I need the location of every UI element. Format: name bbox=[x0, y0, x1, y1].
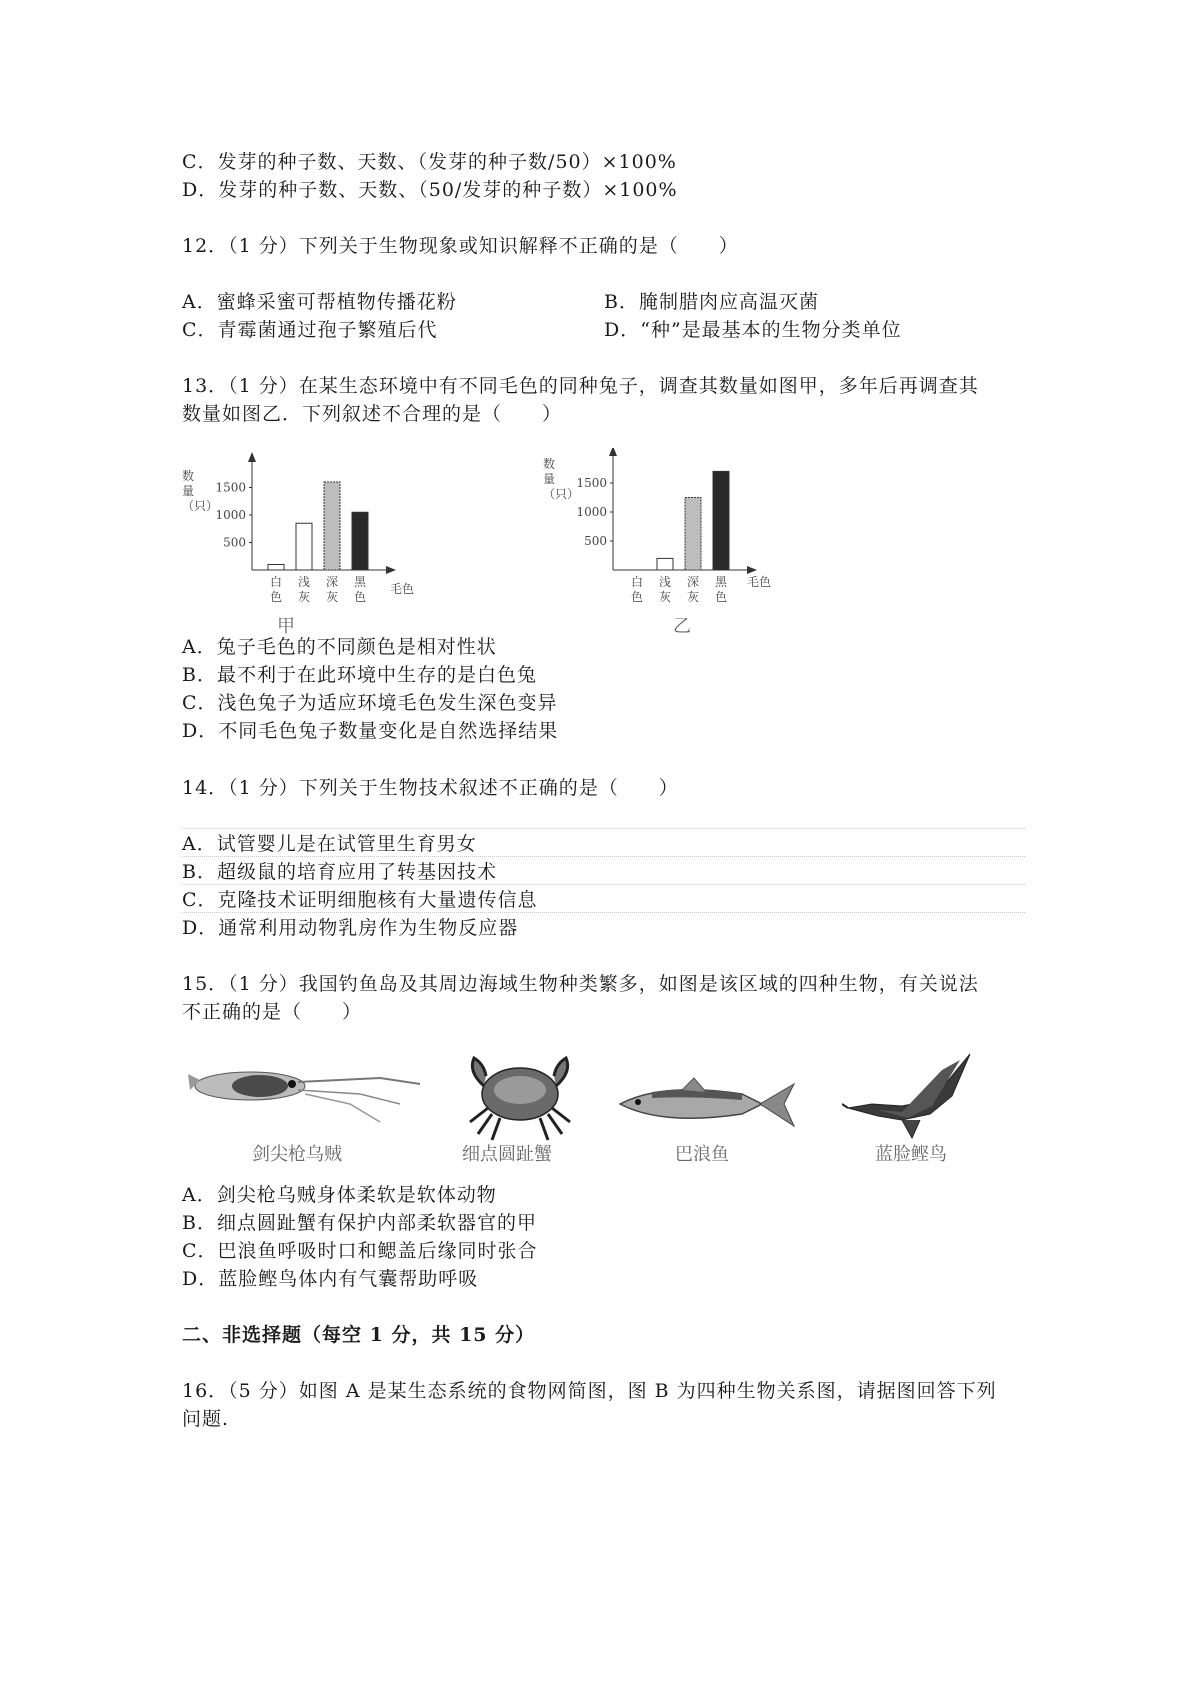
category-label: 灰 bbox=[686, 590, 700, 604]
category-label: 灰 bbox=[658, 590, 672, 604]
y-tick-label: 1500 bbox=[576, 476, 607, 490]
q14-dotted-rule bbox=[182, 828, 1025, 829]
chart-yi-xlabel: 毛色 bbox=[747, 575, 772, 589]
q11-option-d: D．发芽的种子数、天数、（50/发芽的种子数）×100% bbox=[182, 179, 678, 201]
chart-yi-x-arrow bbox=[747, 566, 757, 574]
y-tick-label: 500 bbox=[223, 535, 246, 550]
q12-option-c: C．青霉菌通过孢子繁殖后代 bbox=[182, 319, 438, 341]
chart-yi-ylabel-3: （只） bbox=[543, 487, 580, 501]
chart-yi-bars bbox=[657, 471, 729, 570]
category-label: 黑 bbox=[353, 575, 367, 589]
q13-stem-line2: 数量如图乙．下列叙述不合理的是（ ） bbox=[182, 403, 563, 425]
bar-浅灰 bbox=[296, 523, 312, 570]
category-label: 浅 bbox=[297, 575, 311, 589]
chart-jia-ylabel-3: （只） bbox=[182, 499, 219, 513]
chart-yi-ylabel-1: 数 bbox=[543, 457, 556, 471]
q13-option-c: C．浅色兔子为适应环境毛色发生深色变异 bbox=[182, 692, 558, 714]
q11-option-c: C．发芽的种子数、天数、（发芽的种子数/50）×100% bbox=[182, 151, 677, 173]
chart-yi-ylabel-2: 量 bbox=[543, 472, 556, 486]
y-tick-label: 1000 bbox=[576, 505, 607, 519]
q12-option-a: A．蜜蜂采蜜可帮植物传播花粉 bbox=[182, 291, 457, 313]
chart-jia-y-arrow bbox=[248, 452, 256, 462]
caption-fish: 巴浪鱼 bbox=[675, 1144, 729, 1165]
q13-option-d: D．不同毛色兔子数量变化是自然选择结果 bbox=[182, 720, 559, 742]
category-label: 浅 bbox=[658, 575, 672, 589]
q15-option-a: A．剑尖枪乌贼身体柔软是软体动物 bbox=[182, 1184, 497, 1206]
chart-jia-xlabel: 毛色 bbox=[390, 582, 415, 596]
q12-stem: 12．（1 分）下列关于生物现象或知识解释不正确的是（ ） bbox=[182, 235, 739, 257]
q15-option-c: C．巴浪鱼呼吸时口和鳃盖后缘同时张合 bbox=[182, 1240, 538, 1262]
bird-illustration bbox=[842, 1050, 982, 1140]
category-label: 色 bbox=[630, 590, 644, 604]
bar-深灰 bbox=[324, 482, 340, 570]
y-tick-label: 1000 bbox=[215, 508, 246, 522]
category-label: 色 bbox=[353, 590, 367, 604]
category-label: 灰 bbox=[297, 590, 311, 604]
q16-stem-line1: 16．（5 分）如图 A 是某生态系统的食物网简图，图 B 为四种生物关系图，请据图回答下列 bbox=[182, 1380, 997, 1402]
q12-option-b: B．腌制腊肉应高温灭菌 bbox=[604, 291, 819, 313]
q15-option-d: D．蓝脸鲣鸟体内有气囊帮助呼吸 bbox=[182, 1268, 479, 1290]
chart-jia-y-ticks bbox=[215, 481, 252, 550]
q14-option-d: D．通常利用动物乳房作为生物反应器 bbox=[182, 917, 519, 939]
chart-jia-title: 甲 bbox=[277, 616, 295, 637]
crab-illustration bbox=[460, 1052, 580, 1142]
category-label: 深 bbox=[686, 575, 700, 589]
q15-option-b: B．细点圆趾蟹有保护内部柔软器官的甲 bbox=[182, 1212, 537, 1234]
category-label: 色 bbox=[714, 590, 728, 604]
chart-jia-x-arrow bbox=[386, 566, 396, 574]
bar-浅灰 bbox=[657, 558, 673, 570]
chart-jia-categories bbox=[270, 574, 367, 604]
chart-jia-svg bbox=[182, 450, 422, 630]
y-tick-label: 1500 bbox=[215, 480, 246, 495]
category-label: 色 bbox=[269, 590, 283, 604]
chart-jia-ylabel-2: 量 bbox=[182, 484, 195, 498]
q13-option-b: B．最不利于在此环境中生存的是白色兔 bbox=[182, 664, 537, 686]
y-tick-label: 500 bbox=[584, 534, 607, 548]
q14-stem: 14．（1 分）下列关于生物技术叙述不正确的是（ ） bbox=[182, 777, 679, 799]
q15-stem-line1: 15．（1 分）我国钓鱼岛及其周边海域生物种类繁多，如图是该区域的四种生物，有关说法 bbox=[182, 973, 979, 995]
category-label: 黑 bbox=[714, 575, 728, 589]
q14-dotted-rule bbox=[182, 912, 1025, 913]
bar-白色 bbox=[268, 565, 284, 571]
chart-yi-svg bbox=[543, 448, 783, 628]
caption-squid: 剑尖枪乌贼 bbox=[252, 1144, 342, 1165]
q14-dotted-rule bbox=[182, 856, 1025, 857]
category-label: 灰 bbox=[325, 590, 339, 604]
chart-yi-y-arrow bbox=[609, 448, 617, 456]
q14-option-b: B．超级鼠的培育应用了转基因技术 bbox=[182, 861, 497, 883]
bird-icon bbox=[842, 1050, 982, 1140]
fish-illustration bbox=[612, 1070, 802, 1140]
caption-crab: 细点圆趾蟹 bbox=[462, 1144, 552, 1165]
chart-jia bbox=[182, 450, 422, 630]
chart-yi-categories bbox=[631, 574, 728, 604]
category-label: 白 bbox=[630, 575, 644, 589]
chart-jia-bars bbox=[268, 482, 368, 570]
q14-dotted-rule bbox=[182, 884, 1025, 885]
q16-stem-line2: 问题. bbox=[182, 1408, 230, 1430]
fish-icon bbox=[612, 1070, 802, 1140]
category-label: 白 bbox=[269, 575, 283, 589]
q13-option-a: A．兔子毛色的不同颜色是相对性状 bbox=[182, 636, 497, 658]
q14-option-c: C．克隆技术证明细胞核有大量遗传信息 bbox=[182, 889, 538, 911]
chart-yi bbox=[543, 448, 783, 628]
section2-heading: 二、非选择题（每空 1 分，共 15 分） bbox=[182, 1324, 536, 1346]
chart-yi-title: 乙 bbox=[673, 616, 691, 637]
chart-jia-ylabel-1: 数 bbox=[182, 469, 195, 483]
bar-黑色 bbox=[713, 471, 729, 570]
q13-stem-line1: 13．（1 分）在某生态环境中有不同毛色的同种兔子，调查其数量如图甲，多年后再调查其 bbox=[182, 375, 979, 397]
chart-yi-y-ticks bbox=[576, 476, 613, 548]
bar-深灰 bbox=[685, 498, 701, 571]
crab-icon bbox=[460, 1052, 580, 1142]
caption-bird: 蓝脸鲣鸟 bbox=[875, 1144, 947, 1165]
q14-option-a: A．试管婴儿是在试管里生育男女 bbox=[182, 833, 477, 855]
bar-黑色 bbox=[352, 512, 368, 570]
q12-option-d: D．“种”是最基本的生物分类单位 bbox=[604, 319, 902, 341]
category-label: 深 bbox=[325, 575, 339, 589]
q15-stem-line2: 不正确的是（ ） bbox=[182, 1001, 363, 1023]
